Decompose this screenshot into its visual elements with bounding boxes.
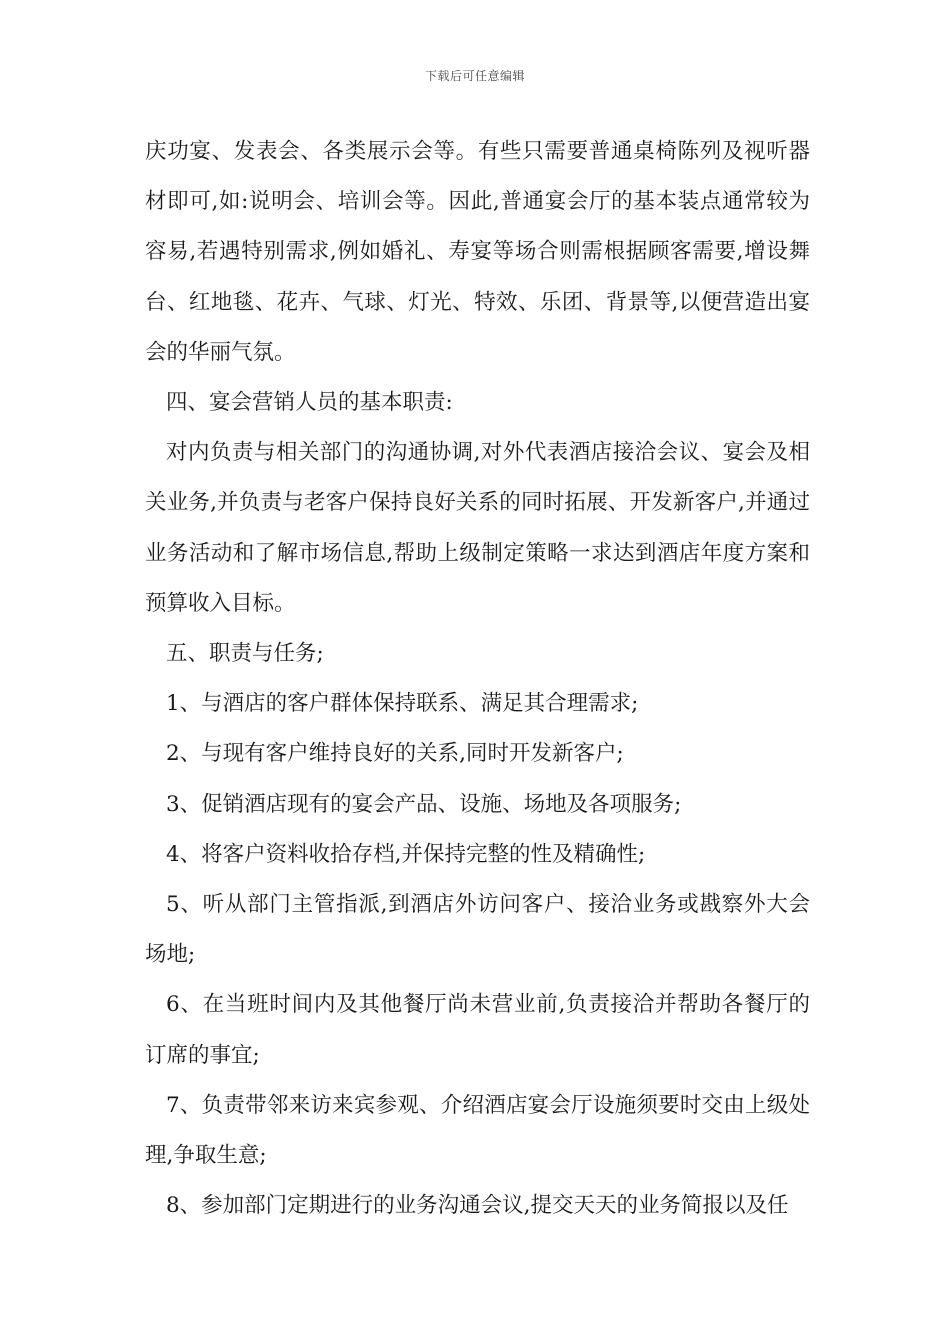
list-item: 8、参加部门定期进行的业务沟通会议,提交天天的业务简报以及任 xyxy=(166,1193,789,1219)
paragraph-duties-description: 对内负责与相关部门的沟通协调,对外代表酒店接洽会议、宴会及相关业务,并负责与老客户保持良好关系的同时拓展、开发新客户,并通过业务活动和了解市场信息,帮助上级制定策略一求达到酒店年度方案和预算收入目标。 xyxy=(145,440,810,616)
list-item: 3、促销酒店现有的宴会产品、设施、场地及各项服务; xyxy=(166,791,682,817)
list-item: 5、听从部门主管指派,到酒店外访问客户、接洽业务或戡察外大会场地; xyxy=(145,892,810,968)
list-item: 7、负责带邻来访来宾参观、介绍酒店宴会厅设施须要时交由上级处理,争取生意; xyxy=(145,1092,810,1169)
list-item: 1、与酒店的客户群体保持联系、满足其合理需求; xyxy=(166,691,639,717)
list-item: 4、将客户资料收拾存档,并保持完整的性及精确性; xyxy=(166,841,646,867)
page-header: 下载后可任意编辑 xyxy=(424,69,525,83)
paragraph-banquet-decor: 庆功宴、发表会、各类展示会等。有些只需要普通桌椅陈列及视听器材即可,如:说明会、培训会等。因此,普通宴会厅的基本装点通常较为容易,若遇特别需求,例如婚礼、寿宴等场合则需根据顾客需要,增设舞台、红地毯、花卉、气球、灯光、特效、乐团、背景等,以便营造出宴会的华丽气氛。 xyxy=(145,139,810,365)
list-item: 6、在当班时间内及其他餐厅尚未营业前,负责接洽并帮助各餐厅的订席的事宜; xyxy=(145,992,810,1068)
list-item: 2、与现有客户维持良好的关系,同时开发新客户; xyxy=(166,741,624,767)
section-heading-tasks: 五、职责与任务; xyxy=(166,641,324,667)
document-body xyxy=(145,127,810,1231)
section-heading-duties: 四、宴会营销人员的基本职责: xyxy=(166,390,453,416)
